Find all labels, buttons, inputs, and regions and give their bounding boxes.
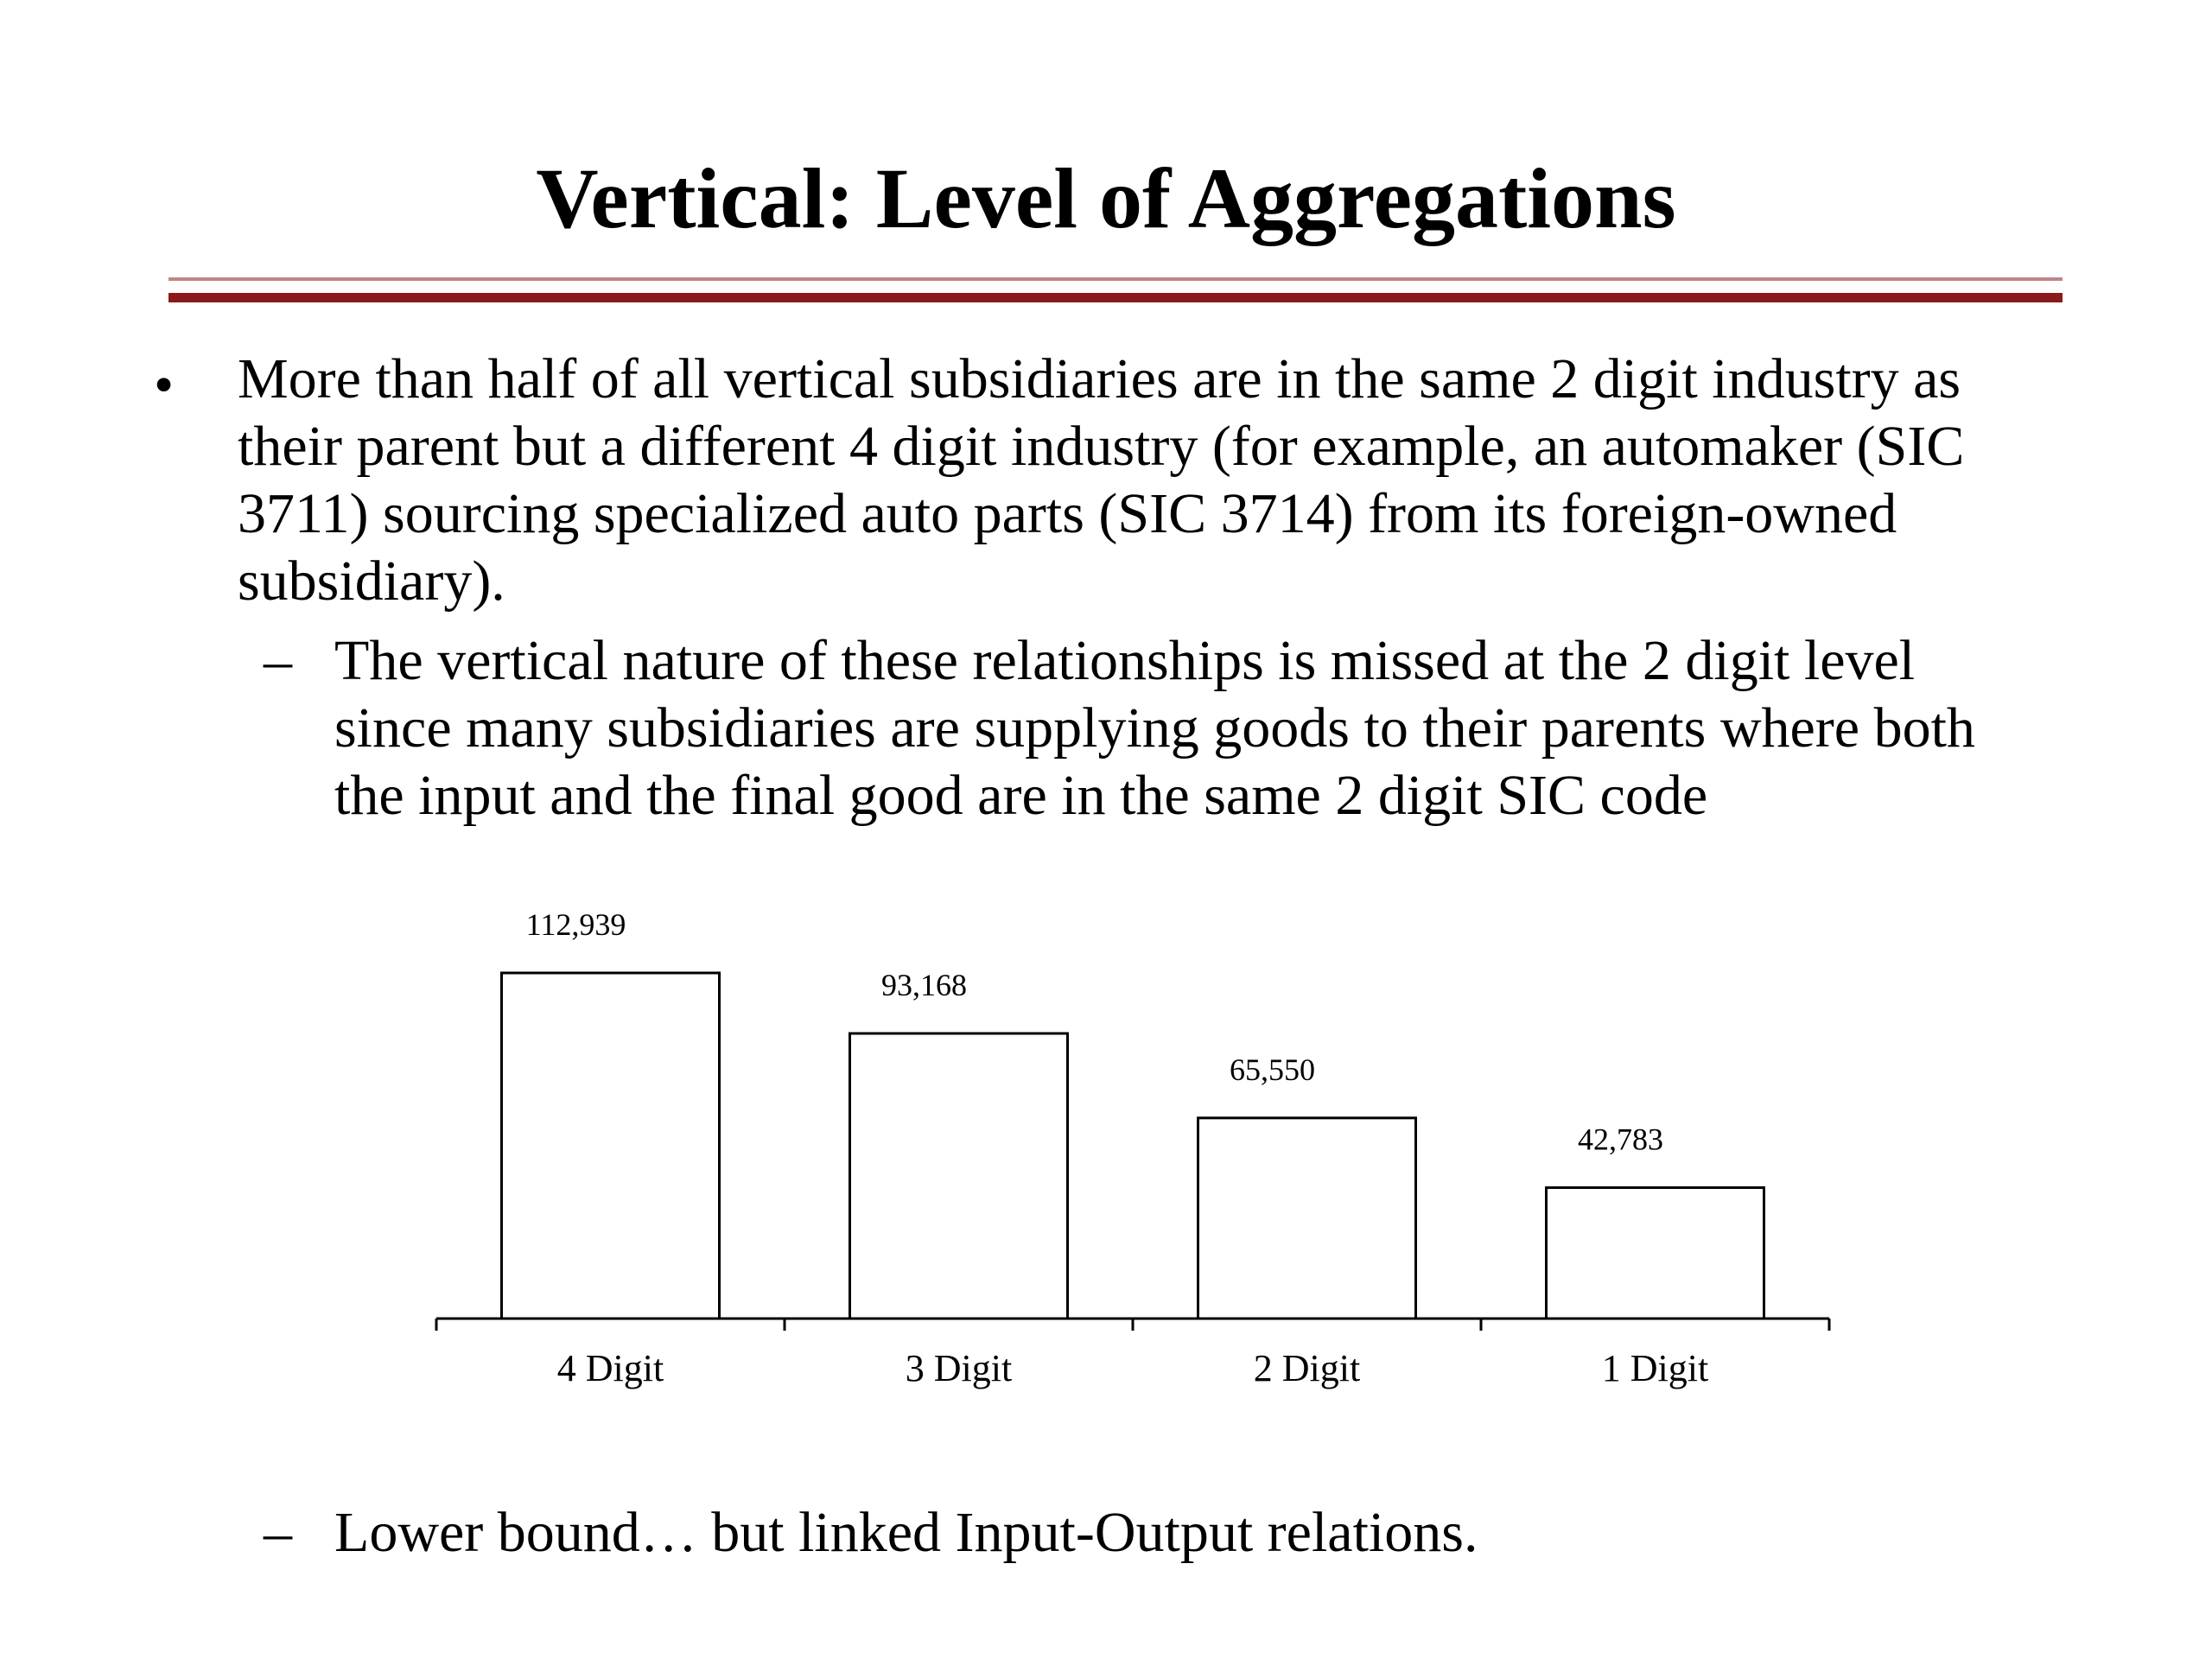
x-tick-label: 2 Digit (1253, 1347, 1361, 1389)
main-bullet-line: 3711) sourcing specialized auto parts (SIC 3714) from its foreign-owned (238, 482, 1897, 545)
slide-title: Vertical: Level of Aggregations (536, 150, 1676, 246)
bar-data-label: 42,783 (1578, 1122, 1663, 1157)
x-tick-label: 1 Digit (1601, 1347, 1709, 1389)
bullet-marker: • (154, 353, 175, 416)
sub-bullet-2-text: Lower bound… but linked Input-Output relations. (334, 1501, 1478, 1564)
main-bullet-line: More than half of all vertical subsidiaries are in the same 2 digit industry as (238, 347, 1961, 410)
bar (1198, 1118, 1416, 1319)
sub-bullet-2-marker: – (264, 1501, 292, 1564)
bar-data-label: 93,168 (881, 968, 967, 1003)
sub-bullet-1-marker: – (264, 629, 292, 692)
x-tick-label: 3 Digit (905, 1347, 1013, 1389)
bar (850, 1033, 1068, 1319)
sub-bullet-line: The vertical nature of these relationships is missed at the 2 digit level (334, 629, 1916, 692)
main-bullet-line: subsidiary). (238, 550, 505, 613)
bar (1547, 1187, 1764, 1319)
bar-data-label: 112,939 (525, 907, 626, 942)
sub-bullet-line: the input and the final good are in the same 2 digit SIC code (334, 764, 1708, 827)
x-tick-label: 4 Digit (556, 1347, 664, 1389)
sub-bullet-line: since many subsidiaries are supplying goods to their parents where both (334, 696, 1975, 760)
bar-data-label: 65,550 (1230, 1052, 1315, 1087)
bar (502, 973, 720, 1319)
main-bullet-line: their parent but a different 4 digit industry (for example, an automaker (SIC (238, 415, 1965, 478)
